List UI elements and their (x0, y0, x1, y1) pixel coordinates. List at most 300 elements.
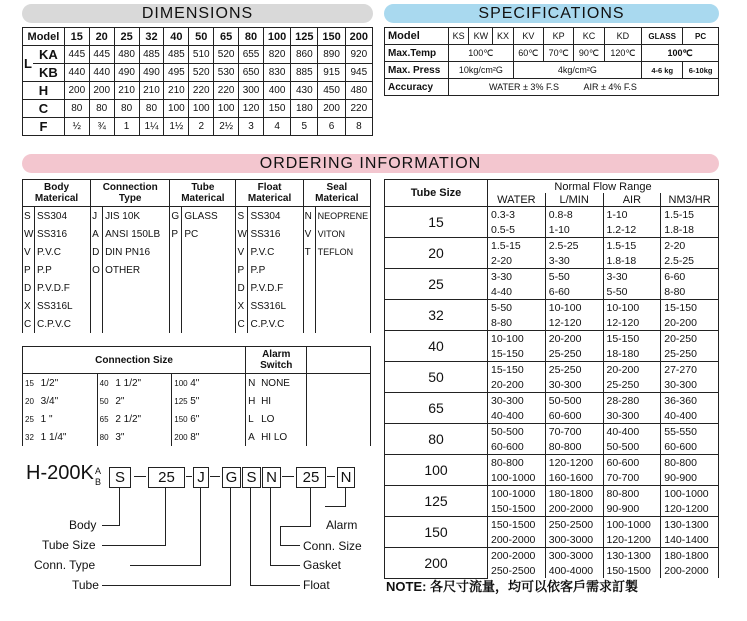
dim-cell: 890 (318, 46, 345, 64)
mat-empty (182, 243, 236, 261)
flow-cell: 70-700 (603, 470, 661, 486)
dim-size-32: 32 (139, 28, 164, 46)
mat-float-name: SS316 (248, 225, 303, 243)
dim-cell: 820 (263, 46, 290, 64)
mat-connection-code: D (91, 243, 103, 261)
label-tube-size: Tube Size (42, 538, 96, 552)
dim-cell: 495 (164, 64, 189, 82)
flow-range-table (384, 179, 719, 579)
flow-cell: 120-1200 (661, 501, 719, 517)
flow-cell: 2-20 (488, 253, 546, 269)
flow-cell: 180-1800 (661, 548, 719, 564)
mat-tube-name: PC (182, 225, 236, 243)
dim-size-50: 50 (189, 28, 214, 46)
flow-cell: 5-50 (488, 300, 546, 316)
flow-cell: 20-200 (661, 315, 719, 331)
alarm-name: LO (259, 410, 307, 428)
mat-float-code: X (236, 297, 248, 315)
conn-size-inch: 1/2" (39, 374, 97, 393)
flow-cell: 27-270 (661, 362, 719, 378)
mat-empty (170, 243, 182, 261)
dim-cell: 4 (263, 118, 290, 136)
mat-header-seal: Seal Materical (303, 180, 370, 207)
flow-cell: 1.8-18 (661, 222, 719, 238)
flow-cell: 70-700 (545, 424, 603, 440)
conn-size-code: 100 (172, 374, 188, 393)
conn-size-code: 80 (97, 428, 113, 446)
spec-max-press-label: Max. Press (385, 62, 449, 79)
conn-size-inch: 2 1/2" (113, 410, 171, 428)
label-gasket: Gasket (303, 558, 342, 572)
flow-cell: 6-60 (661, 269, 719, 285)
mat-body-name: P.P (35, 261, 91, 279)
dim-cell: 3 (239, 118, 264, 136)
flow-cell: 200-2000 (488, 532, 546, 548)
dim-cell: 220 (345, 100, 372, 118)
spec-model-kd: KD (604, 28, 642, 45)
spec-press-k4: 4kg/cm²G (513, 62, 642, 79)
flow-cell: 120-1200 (545, 455, 603, 471)
flow-tube-size: 125 (385, 486, 488, 517)
flow-cell: 18-180 (603, 346, 661, 362)
mat-header-tube: Tube Materical (170, 180, 236, 207)
flow-cell: 130-1300 (603, 548, 661, 564)
dim-cell: 655 (239, 46, 264, 64)
conn-size-code: 32 (23, 428, 39, 446)
materials-table (22, 179, 371, 333)
dim-cell: ½ (64, 118, 89, 136)
dim-model-label: Model (23, 28, 65, 46)
mat-connection-name: OTHER (103, 261, 170, 279)
conn-size-inch: 1 1/2" (113, 374, 171, 393)
size-blank (307, 347, 371, 374)
flow-cell: 140-1400 (661, 532, 719, 548)
spec-temp-k3: 100℃ (449, 45, 514, 62)
mat-empty (170, 297, 182, 315)
dim-cell: ¾ (89, 118, 114, 136)
mat-body-code: P (23, 261, 35, 279)
size-blank (307, 428, 371, 446)
mat-empty (91, 279, 103, 297)
alarm-code: H (246, 392, 259, 410)
dimensions-banner: DIMENSIONS (22, 4, 373, 23)
mat-float-code: W (236, 225, 248, 243)
dim-row-label: KA (33, 46, 64, 64)
dim-cell: 915 (318, 64, 345, 82)
mat-empty (170, 279, 182, 297)
mat-float-name: P.V.C (248, 243, 303, 261)
dim-cell: 1½ (164, 118, 189, 136)
mat-body-name: SS316L (35, 297, 91, 315)
mat-seal-name: VITON (315, 225, 370, 243)
spec-model-glass: GLASS (642, 28, 683, 45)
flow-cell: 15-150 (661, 300, 719, 316)
mat-float-name: P.P (248, 261, 303, 279)
mat-body-name: P.V.D.F (35, 279, 91, 297)
dim-cell: 490 (139, 64, 164, 82)
flow-cell: 30-300 (603, 408, 661, 424)
flow-cell: 400-4000 (545, 563, 603, 578)
mat-body-code: D (23, 279, 35, 297)
flow-tube-size: 150 (385, 517, 488, 548)
flow-cell: 6-60 (545, 284, 603, 300)
flow-tube-size: 40 (385, 331, 488, 362)
mat-empty (182, 297, 236, 315)
mat-connection-name: ANSI 150LB (103, 225, 170, 243)
flow-cell: 1.5-15 (488, 238, 546, 254)
conn-size-code: 125 (172, 392, 188, 410)
size-alarm-table (22, 346, 371, 446)
dim-cell: 490 (114, 64, 139, 82)
flow-cell: 25-250 (545, 362, 603, 378)
alarm-name: NONE (259, 374, 307, 393)
code-prefix: H-200K (26, 462, 94, 484)
flow-cell: 60-600 (603, 455, 661, 471)
spec-accuracy-label: Accuracy (385, 79, 449, 96)
flow-cell: 2.5-25 (545, 238, 603, 254)
flow-cell: 80-800 (488, 455, 546, 471)
dim-cell: 530 (214, 64, 239, 82)
flow-cell: 2.5-25 (661, 253, 719, 269)
dim-row-label: KB (33, 64, 64, 82)
flow-cell: 100-1000 (603, 517, 661, 533)
flow-cell: 3-30 (603, 269, 661, 285)
code-sub-b: B (95, 477, 102, 487)
flow-cell: 10-100 (488, 331, 546, 347)
dim-cell: 520 (189, 64, 214, 82)
flow-tube-size: 200 (385, 548, 488, 579)
mat-seal-code: N (303, 207, 315, 226)
flow-cell: 20-200 (488, 377, 546, 393)
conn-size-code: 20 (23, 392, 39, 410)
flow-cell: 12-120 (545, 315, 603, 331)
label-float: Float (303, 578, 330, 592)
mat-empty (91, 297, 103, 315)
label-conn-size: Conn. Size (303, 539, 362, 553)
mat-body-name: SS304 (35, 207, 91, 226)
dim-cell: 8 (345, 118, 372, 136)
specifications-table (384, 27, 719, 96)
mat-float-code: C (236, 315, 248, 333)
dim-cell: 445 (64, 46, 89, 64)
dim-cell: 650 (239, 64, 264, 82)
code-box-conn-type: J (193, 467, 209, 488)
flow-cell: 300-3000 (545, 532, 603, 548)
flow-cell: 1-10 (603, 207, 661, 223)
flow-col-header: NM3/HR (661, 193, 719, 207)
conn-size-code: 40 (97, 374, 113, 393)
dim-cell: 6 (318, 118, 345, 136)
flow-cell: 3-30 (545, 253, 603, 269)
flow-cell: 30-300 (661, 377, 719, 393)
flow-cell: 25-250 (603, 377, 661, 393)
flow-tube-size: 100 (385, 455, 488, 486)
dim-cell: 510 (189, 46, 214, 64)
mat-empty (315, 261, 370, 279)
flow-tube-size: 32 (385, 300, 488, 331)
flow-cell: 25-250 (545, 346, 603, 362)
spec-temp-glass-pc: 100℃ (642, 45, 719, 62)
flow-cell: 12-120 (603, 315, 661, 331)
flow-cell: 50-500 (545, 393, 603, 409)
mat-body-code: X (23, 297, 35, 315)
spec-model-label: Model (385, 28, 449, 45)
spec-model-kx: KX (493, 28, 513, 45)
flow-cell: 15-150 (603, 331, 661, 347)
spec-accuracy-values (449, 79, 719, 96)
flow-cell: 10-100 (603, 300, 661, 316)
code-box-conn-size: 25 (296, 467, 326, 488)
dim-row-label: H (23, 82, 65, 100)
conn-size-inch: 3/4" (39, 392, 97, 410)
spec-temp-kc: 90℃ (574, 45, 604, 62)
dim-cell: 80 (64, 100, 89, 118)
flow-cell: 80-800 (661, 455, 719, 471)
flow-cell: 8-80 (661, 284, 719, 300)
dim-cell: 1¼ (139, 118, 164, 136)
flow-cell: 15-150 (488, 362, 546, 378)
conn-size-header: Connection Size (23, 347, 246, 374)
dim-cell: 485 (139, 46, 164, 64)
flow-cell: 40-400 (603, 424, 661, 440)
mat-body-name: C.P.V.C (35, 315, 91, 333)
mat-tube-code: G (170, 207, 182, 226)
flow-cell: 40-400 (661, 408, 719, 424)
flow-cell: 200-2000 (545, 501, 603, 517)
flow-cell: 150-1500 (488, 517, 546, 533)
flow-cell: 150-1500 (603, 563, 661, 578)
code-box-float: S (242, 467, 261, 488)
flow-cell: 90-900 (603, 501, 661, 517)
flow-cell: 50-500 (488, 424, 546, 440)
flow-cell: 250-2500 (488, 563, 546, 578)
mat-float-name: P.V.D.F (248, 279, 303, 297)
mat-body-code: W (23, 225, 35, 243)
alarm-name: HI LO (259, 428, 307, 446)
flow-cell: 1.8-18 (603, 253, 661, 269)
dimensions-table (22, 27, 373, 136)
flow-cell: 30-300 (488, 393, 546, 409)
flow-cell: 80-800 (545, 439, 603, 455)
flow-tube-size: 20 (385, 238, 488, 269)
dim-cell: 100 (164, 100, 189, 118)
flow-cell: 130-1300 (661, 517, 719, 533)
dim-cell: 80 (114, 100, 139, 118)
dim-cell: 100 (189, 100, 214, 118)
spec-accuracy-air: AIR ± 4% F.S (583, 82, 637, 92)
conn-size-code: 150 (172, 410, 188, 428)
flow-cell: 55-550 (661, 424, 719, 440)
mat-empty (103, 297, 170, 315)
dim-cell: 860 (291, 46, 318, 64)
flow-cell: 20-200 (603, 362, 661, 378)
dim-size-20: 20 (89, 28, 114, 46)
dim-cell: 120 (239, 100, 264, 118)
conn-size-inch: 1 " (39, 410, 97, 428)
dim-cell: 100 (214, 100, 239, 118)
mat-empty (182, 261, 236, 279)
alarm-header: Alarm Switch (246, 347, 307, 374)
dim-cell: 180 (291, 100, 318, 118)
conn-size-code: 15 (23, 374, 39, 393)
dim-cell: 920 (345, 46, 372, 64)
spec-accuracy-water: WATER ± 3% F.S (489, 82, 559, 92)
flow-cell: 28-280 (603, 393, 661, 409)
flow-cell: 60-600 (661, 439, 719, 455)
dim-cell: 445 (89, 46, 114, 64)
flow-col-header: WATER (488, 193, 546, 207)
spec-max-temp-label: Max.Temp (385, 45, 449, 62)
dim-cell: 480 (114, 46, 139, 64)
flow-tube-size: 25 (385, 269, 488, 300)
flow-cell: 5-50 (603, 284, 661, 300)
flow-cell: 15-150 (488, 346, 546, 362)
dim-cell: 200 (89, 82, 114, 100)
conn-size-code: 50 (97, 392, 113, 410)
dim-cell: 520 (214, 46, 239, 64)
flow-cell: 200-2000 (488, 548, 546, 564)
mat-seal-code: V (303, 225, 315, 243)
mat-float-code: V (236, 243, 248, 261)
dim-cell: 210 (164, 82, 189, 100)
size-blank (307, 374, 371, 393)
mat-connection-code: O (91, 261, 103, 279)
flow-cell: 20-200 (545, 331, 603, 347)
dim-cell: 830 (263, 64, 290, 82)
flow-cell: 36-360 (661, 393, 719, 409)
mat-empty (315, 279, 370, 297)
size-blank (307, 410, 371, 428)
mat-empty (91, 315, 103, 333)
spec-temp-kp: 70℃ (543, 45, 573, 62)
mat-empty (182, 315, 236, 333)
spec-press-pc: 6-10kg (683, 62, 719, 79)
dim-size-125: 125 (291, 28, 318, 46)
code-box-tube-size: 25 (148, 467, 185, 488)
dim-cell: 5 (291, 118, 318, 136)
dim-cell: 300 (239, 82, 264, 100)
flow-cell: 120-1200 (603, 532, 661, 548)
flow-tube-size: 15 (385, 207, 488, 238)
alarm-name: HI (259, 392, 307, 410)
flow-tube-size: 65 (385, 393, 488, 424)
mat-empty (103, 315, 170, 333)
dim-size-200: 200 (345, 28, 372, 46)
flow-cell: 150-1500 (488, 501, 546, 517)
mat-empty (303, 297, 315, 315)
code-box-alarm: N (337, 467, 355, 488)
mat-body-name: P.V.C (35, 243, 91, 261)
dim-size-65: 65 (214, 28, 239, 46)
flow-cell: 4-40 (488, 284, 546, 300)
spec-model-kp: KP (543, 28, 573, 45)
mat-float-code: D (236, 279, 248, 297)
dim-cell: 2 (189, 118, 214, 136)
mat-body-name: SS316 (35, 225, 91, 243)
dim-size-80: 80 (239, 28, 264, 46)
dim-cell: 450 (318, 82, 345, 100)
flow-cell: 1.5-15 (661, 207, 719, 223)
flow-cell: 100-1000 (488, 486, 546, 502)
flow-cell: 160-1600 (545, 470, 603, 486)
alarm-code: N (246, 374, 259, 393)
spec-temp-kd: 120℃ (604, 45, 642, 62)
dim-cell: 220 (189, 82, 214, 100)
flow-cell: 1.2-12 (603, 222, 661, 238)
dim-cell: 150 (263, 100, 290, 118)
flow-cell: 60-600 (488, 439, 546, 455)
flow-cell: 1-10 (545, 222, 603, 238)
conn-size-inch: 4" (188, 374, 245, 393)
flow-cell: 90-900 (661, 470, 719, 486)
flow-cell: 0.3-3 (488, 207, 546, 223)
flow-range-header: Normal Flow Range (488, 180, 719, 194)
dim-cell: 80 (89, 100, 114, 118)
dim-size-150: 150 (318, 28, 345, 46)
flow-cell: 0.5-5 (488, 222, 546, 238)
flow-cell: 180-1800 (545, 486, 603, 502)
flow-col-header: AIR (603, 193, 661, 207)
dim-size-15: 15 (64, 28, 89, 46)
code-box-tube: G (222, 467, 241, 488)
dim-cell: 430 (291, 82, 318, 100)
conn-size-code: 65 (97, 410, 113, 428)
dim-cell: 200 (318, 100, 345, 118)
mat-empty (182, 279, 236, 297)
spec-model-kv: KV (513, 28, 543, 45)
label-conn-type: Conn. Type (34, 558, 96, 572)
mat-header-body: Body Materical (23, 180, 91, 207)
dim-row-label: F (23, 118, 65, 136)
mat-body-code: S (23, 207, 35, 226)
dim-cell: 200 (64, 82, 89, 100)
mat-connection-name: DIN PN16 (103, 243, 170, 261)
code-box-body: S (109, 467, 131, 488)
conn-size-inch: 8" (188, 428, 245, 446)
flow-cell: 5-50 (545, 269, 603, 285)
dim-cell: 440 (89, 64, 114, 82)
mat-float-code: P (236, 261, 248, 279)
dim-cell: 885 (291, 64, 318, 82)
dim-cell: 945 (345, 64, 372, 82)
mat-empty (315, 297, 370, 315)
conn-size-inch: 3" (113, 428, 171, 446)
dim-cell: 2½ (214, 118, 239, 136)
conn-size-inch: 6" (188, 410, 245, 428)
dim-cell: 210 (114, 82, 139, 100)
mat-body-code: V (23, 243, 35, 261)
flow-cell: 200-2000 (661, 563, 719, 578)
mat-body-code: C (23, 315, 35, 333)
conn-size-inch: 2" (113, 392, 171, 410)
mat-connection-code: A (91, 225, 103, 243)
spec-press-k3: 10kg/cm²G (449, 62, 514, 79)
mat-empty (103, 279, 170, 297)
flow-cell: 2-20 (661, 238, 719, 254)
dim-cell: 400 (263, 82, 290, 100)
mat-seal-name: NEOPRENE (315, 207, 370, 226)
note-text: NOTE: 各尺寸流量，均可以依客戶需求訂製 (386, 579, 639, 594)
mat-float-name: SS316L (248, 297, 303, 315)
spec-model-kc: KC (574, 28, 604, 45)
spec-model-ks: KS (449, 28, 469, 45)
code-box-gasket: N (262, 467, 281, 488)
dim-group-l: L (23, 46, 34, 82)
conn-size-code: 25 (23, 410, 39, 428)
mat-seal-name: TEFLON (315, 243, 370, 261)
specifications-banner: SPECIFICATIONS (384, 4, 719, 23)
mat-empty (170, 261, 182, 279)
